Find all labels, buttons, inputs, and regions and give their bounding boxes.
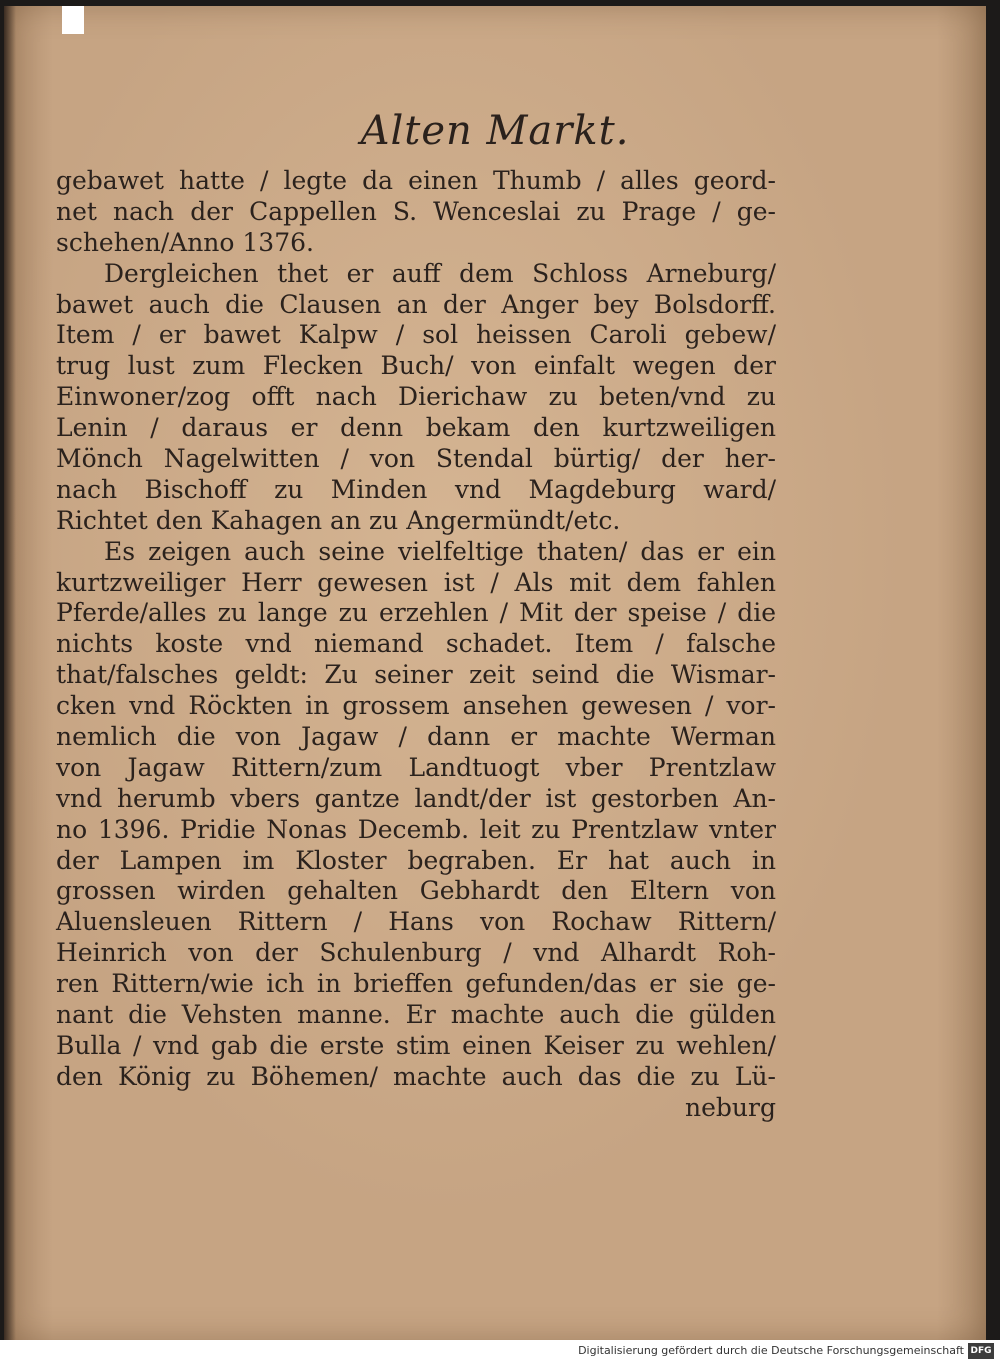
text-line: nemlich die von Jagaw / dann er machte Werman bbox=[56, 722, 776, 752]
text-line: bawet auch die Clausen an der Anger bey Bolsdorff. bbox=[56, 289, 776, 319]
text-line: cken vnd Röckten in grossem ansehen gewesen / vor- bbox=[56, 691, 776, 721]
dfg-logo-icon: DFG bbox=[968, 1343, 994, 1359]
text-line: Heinrich von der Schulenburg / vnd Alhardt Roh- bbox=[56, 938, 776, 968]
text-line: Es zeigen auch seine vielfeltige thaten/ das er ein bbox=[104, 536, 776, 566]
text-line: den König zu Böhemen/ machte auch das die zu Lü- bbox=[56, 1061, 776, 1091]
body-text bbox=[56, 166, 776, 1124]
text-line: Mönch Nagelwitten / von Stendal bürtig/ der her- bbox=[56, 444, 776, 474]
footer-bar bbox=[0, 1340, 1000, 1365]
text-line: that/falsches geldt: Zu seiner zeit seind die Wismar- bbox=[56, 660, 776, 690]
text-line: kurtzweiliger Herr gewesen ist / Als mit dem fahlen bbox=[56, 567, 776, 597]
text-line: net nach der Cappellen S. Wenceslai zu Prage / ge- bbox=[56, 196, 776, 226]
text-line: Item / er bawet Kalpw / sol heissen Caroli gebew/ bbox=[56, 320, 776, 350]
text-line: von Jagaw Rittern/zum Landtuogt vber Prentzlaw bbox=[56, 752, 776, 782]
text-line: Bulla / vnd gab die erste stim einen Keiser zu wehlen/ bbox=[56, 1030, 776, 1060]
text-line: der Lampen im Kloster begraben. Er hat auch in bbox=[56, 845, 776, 875]
text-line: vnd herumb vbers gantze landt/der ist gestorben An- bbox=[56, 783, 776, 813]
text-line: Pferde/alles zu lange zu erzehlen / Mit der speise / die bbox=[56, 598, 776, 628]
binding-shadow bbox=[4, 6, 16, 1340]
running-header: Alten Markt. bbox=[360, 108, 630, 154]
text-line: grossen wirden gehalten Gebhardt den Eltern von bbox=[56, 876, 776, 906]
text-line: Aluensleuen Rittern / Hans von Rochaw Rittern/ bbox=[56, 907, 776, 937]
text-line: Lenin / daraus er denn bekam den kurtzweiligen bbox=[56, 413, 776, 443]
text-line: Richtet den Kahagen an zu Angermündt/etc. bbox=[56, 505, 621, 535]
text-line: Dergleichen thet er auff dem Schloss Arneburg/ bbox=[104, 258, 776, 288]
text-line: nach Bischoff zu Minden vnd Magdeburg ward/ bbox=[56, 474, 776, 504]
text-line: no 1396. Pridie Nonas Decemb. leit zu Prentzlaw vnter bbox=[56, 814, 776, 844]
text-line: gebawet hatte / legte da einen Thumb / alles geord- bbox=[56, 166, 776, 195]
text-line: ren Rittern/wie ich in brieffen gefunden/das er sie ge- bbox=[56, 969, 776, 999]
text-line: nant die Vehsten manne. Er machte auch die gülden bbox=[56, 1000, 776, 1030]
book-page bbox=[4, 6, 986, 1340]
page-tab-marker bbox=[62, 6, 84, 34]
text-line: trug lust zum Flecken Buch/ von einfalt wegen der bbox=[56, 351, 776, 381]
digitization-credit: Digitalisierung gefördert durch die Deutsche Forschungsgemeinschaft bbox=[578, 1344, 964, 1357]
text-line: schehen/Anno 1376. bbox=[56, 227, 314, 257]
text-line: nichts koste vnd niemand schadet. Item / falsche bbox=[56, 629, 776, 659]
text-line: neburg bbox=[685, 1092, 776, 1122]
text-line: Einwoner/zog offt nach Dierichaw zu beten/vnd zu bbox=[56, 382, 776, 412]
